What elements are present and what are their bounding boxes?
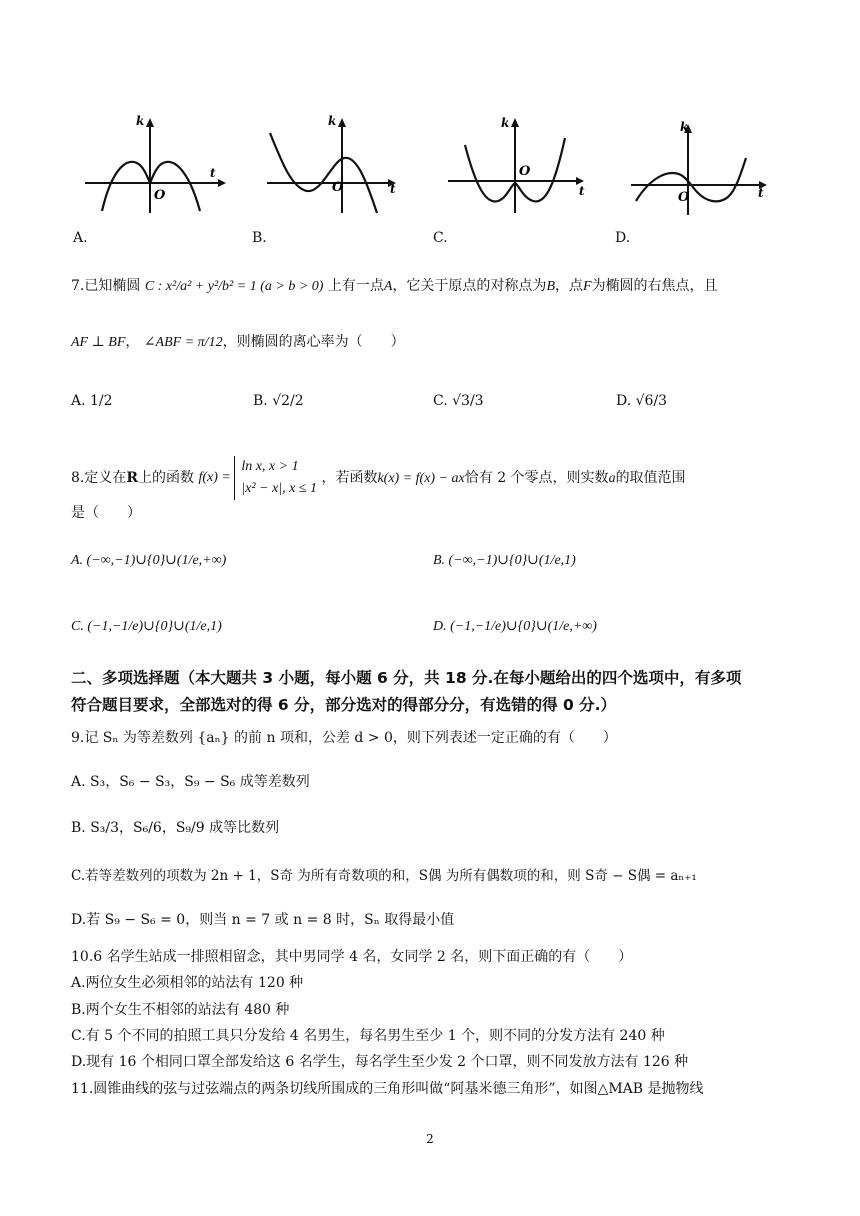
graph-c bbox=[443, 113, 593, 218]
q7-option-c: C. √3/3 bbox=[433, 393, 484, 409]
q7-stem-line2: AF ⊥ BF， ∠ABF = π/12，则椭圆的离心率为（ ） bbox=[71, 334, 405, 350]
graph-d bbox=[626, 113, 776, 218]
q10-option-d: D.现有 16 个相同口罩全部发给这 6 名学生，每名学生至少发 2 个口罩，则不同发放方法有 126 种 bbox=[71, 1054, 689, 1070]
graph-a bbox=[80, 113, 230, 218]
svg-text:k: k bbox=[501, 116, 510, 130]
q11-stem: 11.圆锥曲线的弦与过弦端点的两条切线所围成的三角形叫做“阿基米德三角形”，如图△MAB 是抛物线 bbox=[71, 1081, 704, 1097]
q9-stem: 9.记 Sₙ 为等差数列 {aₙ} 的前 n 项和，公差 d > 0，则下列表述一定正确的有（ ） bbox=[71, 730, 617, 746]
q9-option-d: D.若 S₉ − S₆ = 0，则当 n = 7 或 n = 8 时，Sₙ 取得最小值 bbox=[71, 912, 455, 928]
y-axis-label: k bbox=[136, 114, 145, 128]
q10-option-a: A.两位女生必须相邻的站法有 120 种 bbox=[71, 975, 304, 991]
page-number: 2 bbox=[426, 1132, 434, 1146]
graph-caption-b: B. bbox=[252, 230, 267, 246]
q7-ellipse: C : x²/a² + y²/b² = 1 (a > b > 0) bbox=[144, 279, 324, 294]
svg-text:O: O bbox=[678, 190, 690, 205]
svg-text:k: k bbox=[680, 120, 689, 134]
svg-text:t: t bbox=[579, 184, 585, 198]
q10-option-c: C.有 5 个不同的拍照工具只分发给 4 名男生，每名男生至少 1 个，则不同的分发方法有 240 种 bbox=[71, 1028, 665, 1044]
q9-option-c: C.若等差数列的项数为 2n + 1，S奇 为所有奇数项的和，S偶 为所有偶数项的和，则 S奇 − S偶 = aₙ₊₁ bbox=[71, 868, 697, 884]
graph-caption-c: C. bbox=[433, 230, 448, 246]
q8-stem-line1: 8.定义在R上的函数 f(x) = ln x, x > 1 |x² − x|, x ≤ 1 ，若函数k(x) = f(x) − ax恰有 2 个零点，则实数a的取值范围 bbox=[71, 456, 686, 500]
svg-text:O: O bbox=[519, 164, 531, 179]
q7-option-b: B. √2/2 bbox=[253, 393, 304, 409]
q7-option-a: A. 1/2 bbox=[71, 393, 113, 409]
q8-stem-line2: 是（ ） bbox=[71, 505, 141, 521]
q7-stem-line1: 7.已知椭圆 C : x²/a² + y²/b² = 1 (a > b > 0) 上有一点A，它关于原点的对称点为B，点F为椭圆的右焦点，且 bbox=[71, 278, 718, 294]
q8-option-a: A. (−∞,−1)∪{0}∪(1/e,+∞) bbox=[71, 553, 227, 568]
svg-text:O: O bbox=[332, 180, 344, 195]
q7-option-d: D. √6/3 bbox=[616, 393, 668, 409]
graph-caption-d: D. bbox=[615, 230, 631, 246]
svg-text:t: t bbox=[758, 186, 764, 200]
section-heading-line1: 二、多项选择题（本大题共 3 小题，每小题 6 分，共 18 分.在每小题给出的四个选项中，有多项 bbox=[71, 669, 742, 687]
section-heading-line2: 符合题目要求，全部选对的得 6 分，部分选对的得部分分，有选错的得 0 分.） bbox=[71, 696, 617, 714]
q10-option-b: B.两个女生不相邻的站法有 480 种 bbox=[71, 1002, 290, 1018]
x-axis-label: t bbox=[210, 166, 216, 180]
graph-caption-a: A. bbox=[73, 230, 88, 246]
q9-option-b: B. S₃/3，S₆/6，S₉/9 成等比数列 bbox=[71, 820, 280, 836]
q8-function: f(x) = ln x, x > 1 |x² − x|, x ≤ 1 bbox=[198, 456, 317, 500]
q9-option-a: A. S₃，S₆ − S₃，S₉ − S₆ 成等差数列 bbox=[71, 774, 310, 790]
origin-label: O bbox=[154, 188, 166, 203]
q8-option-d: D. (−1,−1/e)∪{0}∪(1/e,+∞) bbox=[433, 619, 597, 634]
svg-text:t: t bbox=[390, 182, 396, 196]
graph-b bbox=[262, 113, 412, 218]
svg-text:k: k bbox=[328, 114, 337, 128]
q10-stem: 10.6 名学生站成一排照相留念，其中男同学 4 名，女同学 2 名，则下面正确的有（ ） bbox=[71, 949, 633, 965]
q8-option-c: C. (−1,−1/e)∪{0}∪(1/e,1) bbox=[71, 619, 222, 634]
q8-option-b: B. (−∞,−1)∪{0}∪(1/e,1) bbox=[433, 553, 576, 568]
